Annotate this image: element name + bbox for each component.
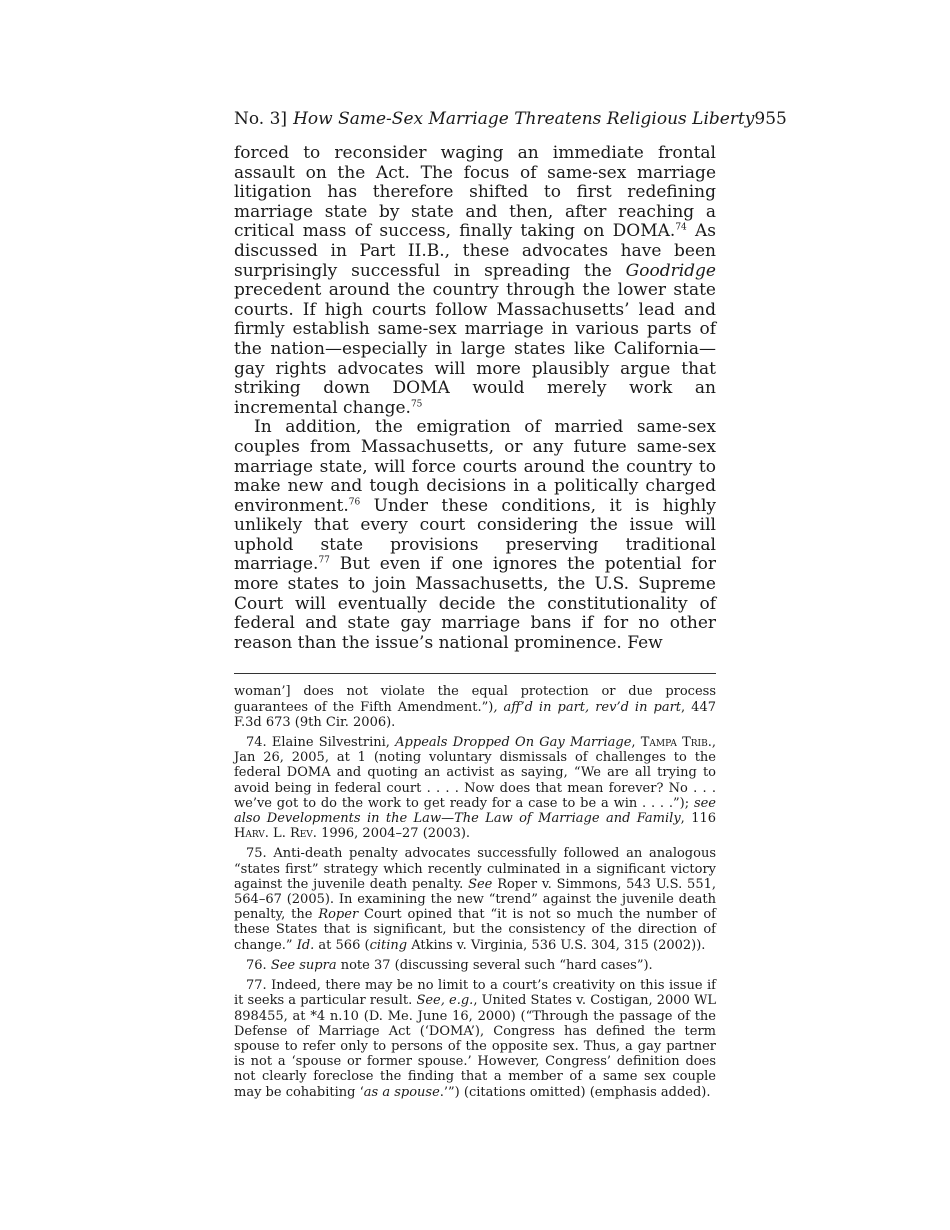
text-run: Under these conditions, it is highly unlikely that every court considering the issue will uphold state provisions preserving traditional marriage. xyxy=(234,495,716,575)
page-number: 955 xyxy=(754,109,787,129)
paragraph-1 xyxy=(234,144,716,418)
text-run: In addition, the emigration of married same-sex couples from Massachusetts, or any future same-sex marriage state, will force courts around the country to make new and tough decisions in a politically charged environment. xyxy=(234,417,716,516)
text-run: as a spouse xyxy=(363,1084,440,1100)
body-text xyxy=(234,144,716,653)
text-run: See xyxy=(468,876,493,892)
footnote-76 xyxy=(234,958,716,973)
footnote-number: 75. xyxy=(246,846,267,862)
footnotes xyxy=(234,684,716,1099)
footnote-77 xyxy=(234,978,716,1100)
footnote-ref-74[interactable]: 74 xyxy=(675,222,687,233)
text-run: As discussed in Part II.B., these advocates have been surprisingly successful in spreading the xyxy=(234,221,717,281)
text-run: note 37 (discussing several such “hard cases”). xyxy=(336,957,653,973)
text-run: Roper xyxy=(318,907,359,923)
paragraph-2 xyxy=(234,418,716,653)
footnote-number: 74. xyxy=(246,735,267,751)
text-run: .’”) (citations omitted) (emphasis added). xyxy=(439,1084,711,1100)
footnote-ref-77[interactable]: 77 xyxy=(318,555,330,566)
text-run: Appeals Dropped On Gay Marriage xyxy=(395,735,632,751)
text-run: , Jan 26, 2005, at 1 (noting voluntary dismissals of challenges to the federal DOMA and quoting an activist as saying, “We are all trying to avoid being in federal court . . . . Now does that mean forever? No . . . we’ve got to do the work to get ready for a case to be a win . . . .”); xyxy=(234,735,716,811)
text-run: at 566 ( xyxy=(314,937,370,953)
text-run: , aff’d in part, rev’d in part xyxy=(493,699,682,715)
running-title: How Same-Sex Marriage Threatens Religious Liberty xyxy=(293,109,755,129)
issue-number: No. 3] xyxy=(234,109,288,129)
text-run: Tampa Trib. xyxy=(640,735,712,751)
text-run: precedent around the country through the lower state courts. If high courts follow Massachusetts’ lead and firmly establish same-sex marriage in various parts of the nation—especially in large states like California—gay rights advocates will more plausibly argue that striking down DOMA would merely work an incremental change. xyxy=(234,280,716,418)
footnote-continuation xyxy=(234,684,716,730)
text-run: Indeed, there may be no limit to a court’s creativity on this issue if it seeks a particular result. xyxy=(234,978,716,1009)
text-run: , xyxy=(631,735,641,751)
text-run: But even if one ignores the potential for more states to join Massachusetts, the U.S. Supreme Court will eventually decide the constitutionality of federal and state gay marriage bans if for no other reason than the issue’s national prominence. Few xyxy=(234,554,716,653)
footnote-ref-75[interactable]: 75 xyxy=(410,399,423,410)
text-run: citing xyxy=(369,937,408,953)
text-run: Elaine Silvestrini, xyxy=(266,735,396,751)
text-run: , 447 F.3d 673 (9th Cir. 2006). xyxy=(234,699,716,730)
text-run: See, e.g. xyxy=(416,993,474,1009)
footnote-ref-76[interactable]: 76 xyxy=(348,497,361,508)
text-run: , 116 xyxy=(680,811,717,827)
footnote-number: 77. xyxy=(246,978,267,994)
text-run: Anti-death penalty advocates successfully followed an analogous “states first” strategy which recently culminated in a significant victory against the juvenile death penalty. xyxy=(234,846,716,892)
page xyxy=(234,106,787,1105)
footnote-number: 76. xyxy=(246,957,267,973)
text-run: woman’] does not violate the equal protection or due process guarantees of the Fifth Amendment.”) xyxy=(234,684,716,715)
text-run: Court opined that “it is not so much the number of these States that is significant, but the consistency of the direction of change.” xyxy=(234,907,716,953)
text-run: Roper v. Simmons, 543 U.S. 551, 564–67 (2005). In examining the new “trend” against the juvenile death penalty, the xyxy=(234,876,716,923)
running-header xyxy=(234,106,787,132)
text-run: See supra xyxy=(270,957,337,973)
footnote-74 xyxy=(234,735,716,841)
text-run: , United States v. Costigan, 2000 WL 898455, at *4 n.10 (D. Me. June 16, 2000) (“Through the passage of the Defense of Marriage Act (‘DOMA’), Congress has defined the term spouse to refer only to persons of the opposite sex. Thus, a gay partner is not a ‘spouse or former spouse.’ However, Congress’ definition does not clearly foreclose the finding that a member of a same sex couple may be cohabiting ‘ xyxy=(234,993,716,1100)
case-name: Goodridge xyxy=(625,260,716,281)
text-run: Id. xyxy=(296,937,315,953)
footnote-rule xyxy=(234,673,716,674)
text-run: Harv. L. Rev. xyxy=(234,826,317,842)
text-run: see also Developments in the Law—The Law of Marriage and Family xyxy=(234,795,716,827)
footnote-75 xyxy=(234,846,716,952)
text-run: Atkins v. Virginia, 536 U.S. 304, 315 (2002)). xyxy=(407,937,706,953)
text-run: forced to reconsider waging an immediate frontal assault on the Act. The focus of same-sex marriage litigation has therefore shifted to first redefining marriage state by state and then, after reaching a critical mass of success, finally taking on DOMA. xyxy=(234,143,716,242)
text-run: 1996, 2004–27 (2003). xyxy=(316,826,471,842)
header-left xyxy=(234,106,754,132)
